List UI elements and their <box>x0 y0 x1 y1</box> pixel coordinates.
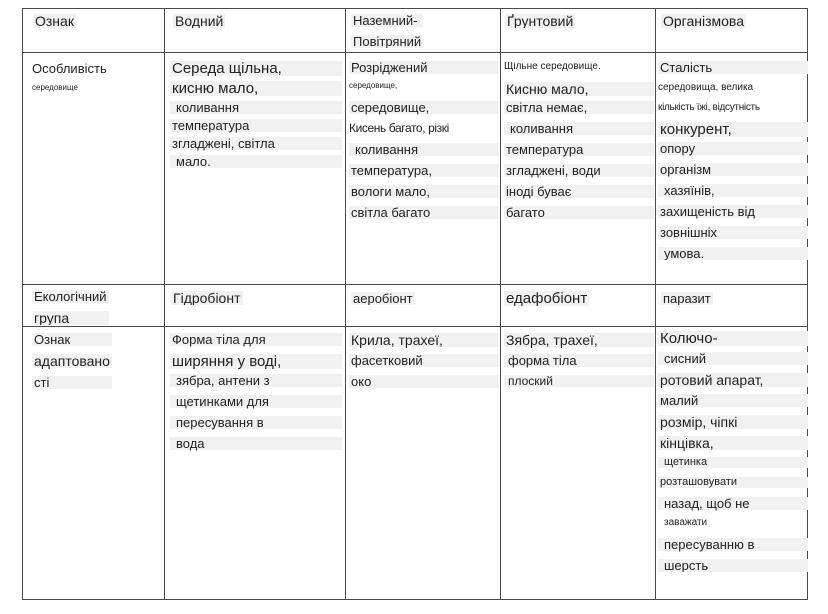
row-label-feature: Особливість середовище <box>32 62 107 92</box>
cell-organism-ecogroup: паразит <box>663 292 711 305</box>
cell-air-adaptation: Крила, трахеї, фасетковий око <box>349 333 499 396</box>
row-label-adaptation: Ознак адаптовано сті <box>34 333 110 390</box>
row-divider <box>23 52 807 53</box>
header-cell-feature: Ознак <box>35 14 74 28</box>
cell-air-ecogroup: аеробіонт <box>353 292 413 305</box>
cell-water-features: Середа щільна, кисню мало, коливання температура згладжені, світла мало. <box>170 61 342 173</box>
header-cell-soil: Ґрунтовий <box>507 14 574 28</box>
header-cell-water: Водний <box>175 14 224 28</box>
column-divider <box>655 9 656 599</box>
header-cell-air: Наземний- Повітряний <box>353 14 422 48</box>
row-divider <box>23 326 807 327</box>
cell-water-adaptation: Форма тіла для ширяння у воді, зябра, антени з щетинками для пересування в вода <box>170 333 342 458</box>
cell-water-ecogroup: Гідробіонт <box>173 291 241 305</box>
header-cell-organism: Організмова <box>663 14 744 28</box>
column-divider <box>345 9 346 599</box>
cell-air-features: Розріджений середовище, середовище, Кисень багато, різкі коливання температура, вологи мало, світла багато <box>349 61 499 219</box>
column-divider <box>500 9 501 599</box>
column-divider <box>164 9 165 599</box>
row-divider <box>23 284 807 285</box>
cell-soil-adaptation: Зябра, трахеї, форма тіла плоский <box>504 333 654 395</box>
row-label-ecogroup: Екологічний група <box>34 290 107 325</box>
cell-organism-features: Сталість середовища, велика кількість їжі, відсутність конкурент, опору організм хазяїнів, захищеність від зовнішніх умова. <box>658 61 808 260</box>
cell-organism-adaptation: Колючо- сисний ротовий апарат, малий розмір, чіпкі кінцівка, щетинка розташовувати назад, щоб не заважати пересуванню в шерсть <box>658 331 808 572</box>
cell-soil-features: Щільне середовище. Кисню мало, світла немає, коливання температура згладжені, води іноді буває багато <box>504 62 654 219</box>
cell-soil-ecogroup: едафобіонт <box>506 291 588 306</box>
adaptation-table <box>22 8 808 600</box>
